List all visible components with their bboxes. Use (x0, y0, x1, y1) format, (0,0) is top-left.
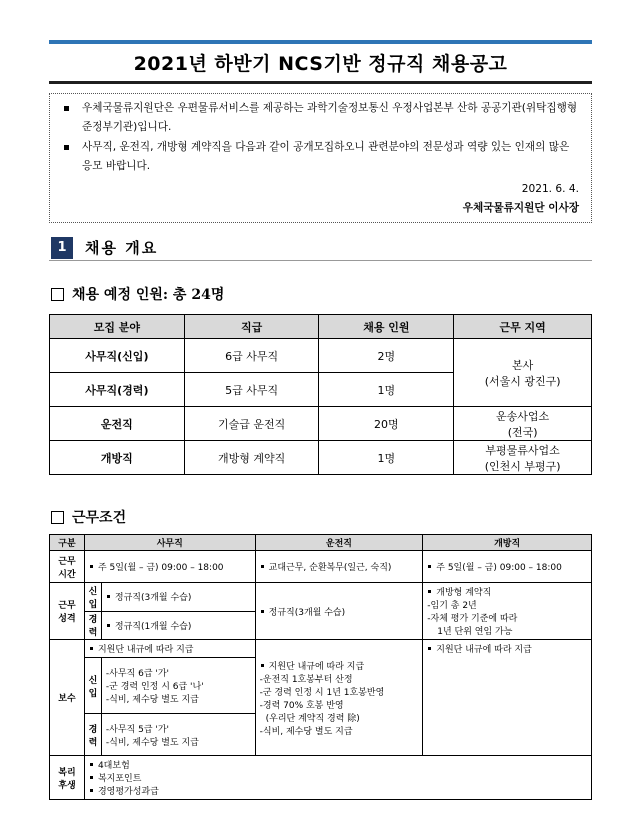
column-header: 개방직 (423, 535, 592, 551)
table-row (50, 407, 592, 441)
count-cell: 20명 (319, 407, 454, 441)
region-line: (서울시 광진구) (484, 374, 561, 388)
cell-text: 교대근무, 순환복무(일근, 숙직) (260, 560, 419, 573)
conditions-table (49, 534, 592, 800)
region-line: (전국) (507, 425, 538, 439)
row-label-line: 근무 (58, 601, 76, 611)
cell-text: 1년 단위 연임 가능 (437, 627, 513, 637)
field-cell: 운전직 (50, 407, 185, 441)
office-nature-cell (101, 611, 255, 640)
row-label-line: 복리 (58, 767, 76, 778)
cell-text: -식비, 제수당 별도 지급 (259, 726, 353, 737)
table-row (50, 583, 592, 612)
office-pay-common-cell (84, 640, 255, 658)
cell-text: -임기 총 2년 (427, 601, 477, 611)
section-number: 1 (51, 237, 73, 259)
column-header: 모집 분야 (50, 315, 185, 339)
region-line: (인천시 부평구) (484, 459, 561, 473)
sub-label-line: 신 (88, 586, 98, 597)
driver-hours-cell (255, 551, 423, 583)
office-pay-exp-cell (101, 714, 255, 756)
sub-label-line: 신 (88, 675, 98, 686)
cell-text: 정규직(3개월 수습) (260, 605, 419, 618)
table-header-row (50, 535, 592, 551)
region-cell (454, 407, 592, 441)
cell-text: 개방형 계약직 (427, 585, 587, 598)
region-cell (454, 339, 592, 407)
checkbox-square-icon (51, 288, 64, 301)
row-label: 보수 (50, 640, 85, 756)
driver-pay-cell (255, 640, 423, 756)
sub-label (84, 714, 101, 756)
grade-cell: 기술급 운전직 (184, 407, 319, 441)
intro-box (49, 93, 592, 223)
welfare-item: 복지포인트 (89, 771, 587, 784)
column-header: 채용 인원 (319, 315, 454, 339)
row-label (50, 756, 85, 800)
cell-text: 정규직(1개월 수습) (106, 619, 251, 632)
cell-text: -자체 평가 기준에 따라 (427, 614, 518, 624)
recruit-table (49, 314, 592, 475)
welfare-item: 경영평가성과급 (89, 784, 587, 797)
sub-label-line: 경 (88, 724, 98, 735)
grade-cell: 개방형 계약직 (184, 441, 319, 475)
office-hours-cell (84, 551, 255, 583)
table-row (50, 441, 592, 475)
title-banner (49, 40, 592, 84)
page-title: 2021년 하반기 NCS기반 정규직 채용공고 (133, 53, 508, 75)
cell-text: 지원단 내규에 따라 지급 (89, 642, 251, 655)
cell-text: -사무직 5급 '가' (105, 724, 170, 735)
welfare-item: 4대보험 (89, 758, 587, 771)
count-cell: 2명 (319, 339, 454, 373)
cell-text: 주 5일(월 – 금) 09:00 – 18:00 (89, 560, 251, 573)
sub-label (84, 611, 101, 640)
checkbox-square-icon (51, 511, 64, 524)
cell-text: -운전직 1호봉부터 산정 (259, 674, 353, 685)
cell-text: 지원단 내규에 따라 지급 (427, 642, 587, 655)
cell-text: -경력 70% 호봉 반영 (259, 700, 344, 711)
grade-cell: 6급 사무직 (184, 339, 319, 373)
signature: 우체국물류지원단 이사장 (462, 202, 579, 214)
field-cell: 사무직(신입) (50, 339, 185, 373)
grade-cell: 5급 사무직 (184, 373, 319, 407)
row-label-line: 성격 (58, 614, 76, 624)
table-row (50, 551, 592, 583)
conditions-heading (49, 507, 126, 527)
column-header: 사무직 (84, 535, 255, 551)
row-label (50, 551, 85, 583)
sub-label-line: 경 (88, 615, 98, 626)
region-line: 본사 (511, 358, 534, 372)
cell-text: -군 경력 인정 시 1년 1호봉반영 (259, 687, 385, 698)
office-nature-cell (101, 583, 255, 612)
cell-text: (우리단 계약직 경력 除) (265, 713, 360, 724)
table-row (50, 640, 592, 658)
table-header-row (50, 315, 592, 339)
row-label-line: 근무 (58, 556, 76, 567)
row-label (50, 583, 85, 640)
column-header: 운전직 (255, 535, 423, 551)
sub-label (84, 658, 101, 714)
cell-text: -사무직 6급 '가' (105, 669, 170, 679)
recruit-heading-text: 채용 예정 인원: 총 24명 (72, 287, 225, 303)
sub-label-line: 력 (88, 737, 98, 748)
section-title: 채용 개요 (85, 239, 159, 257)
sub-label (84, 583, 101, 612)
region-cell (454, 441, 592, 475)
field-cell: 사무직(경력) (50, 373, 185, 407)
cell-text: -식비, 제수당 별도 지급 (105, 737, 199, 748)
recruit-heading (49, 284, 224, 304)
intro-paragraph: 우체국물류지원단은 우편물류서비스를 제공하는 과학기술정보통신 우정사업본부 산하 공공기관(위탁집행형 준정부기관)입니다. (62, 99, 581, 137)
table-row (50, 756, 592, 800)
open-nature-cell (423, 583, 592, 640)
sub-label-line: 력 (88, 628, 98, 639)
conditions-heading-text: 근무조건 (72, 510, 127, 526)
notice-date: 2021. 6. 4. (521, 183, 579, 195)
cell-text: -군 경력 인정 시 6급 '나' (105, 682, 204, 692)
intro-paragraph: 사무직, 운전직, 개방형 계약직을 다음과 같이 공개모집하오니 관련분야의 전문성과 역량 있는 인재의 많은 응모 바랍니다. (62, 138, 581, 176)
driver-nature-cell (255, 583, 423, 640)
count-cell: 1명 (319, 441, 454, 475)
row-label-line: 후생 (58, 780, 76, 791)
row-label-line: 시간 (58, 569, 76, 580)
cell-text: 지원단 내규에 따라 지급 (260, 659, 419, 672)
welfare-cell (84, 756, 591, 800)
table-row (50, 339, 592, 373)
column-header: 구분 (50, 535, 85, 551)
sub-label-line: 입 (88, 688, 98, 699)
count-cell: 1명 (319, 373, 454, 407)
region-line: 운송사업소 (496, 409, 550, 423)
cell-text: -식비, 제수당 별도 지급 (105, 695, 199, 705)
cell-text: 정규직(3개월 수습) (106, 590, 251, 603)
section-header (49, 235, 592, 261)
column-header: 직급 (184, 315, 319, 339)
region-line: 부평물류사업소 (485, 443, 560, 457)
cell-text: 주 5일(월 – 금) 09:00 – 18:00 (427, 560, 587, 573)
field-cell: 개방직 (50, 441, 185, 475)
open-pay-cell (423, 640, 592, 756)
office-pay-new-cell (101, 658, 255, 714)
open-hours-cell (423, 551, 592, 583)
sub-label-line: 입 (88, 599, 98, 610)
column-header: 근무 지역 (454, 315, 592, 339)
